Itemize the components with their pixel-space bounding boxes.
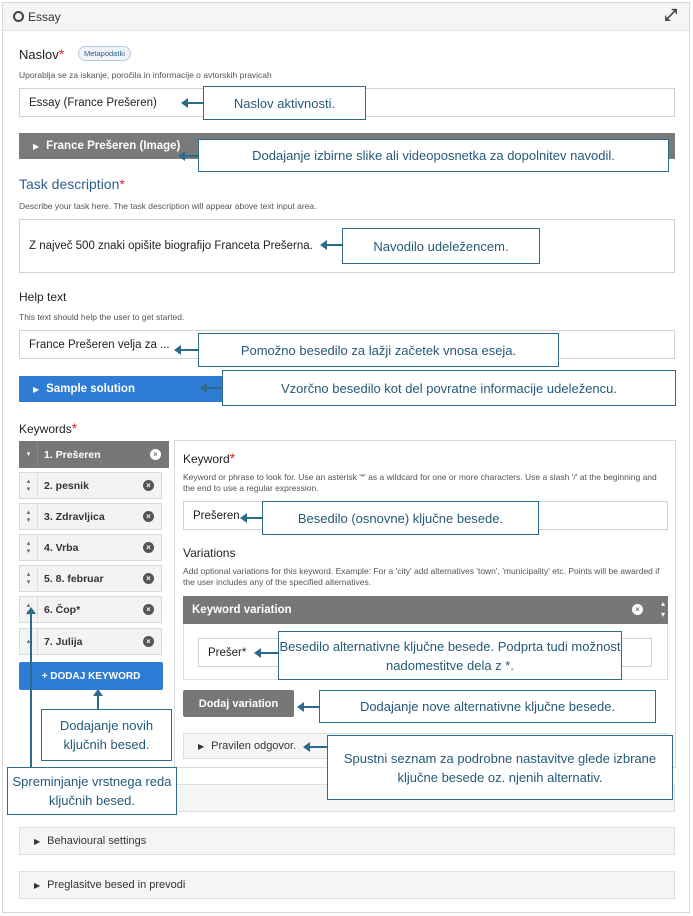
callout-arrow (180, 155, 198, 157)
variation-input[interactable]: Prešer* (198, 638, 652, 667)
callout-task: Navodilo udeležencem. (342, 228, 540, 264)
task-label: Task description* (19, 176, 125, 192)
reorder-handle-icon[interactable]: ▴ ▾ (20, 473, 38, 498)
callout-add-variation: Dodajanje nove alternativne ključne besede. (319, 690, 656, 723)
sample-solution-group[interactable]: ▶ Sample solution (19, 376, 675, 402)
title-label: Naslov* (19, 46, 65, 62)
title-input[interactable]: Essay (France Prešeren) (19, 88, 675, 117)
caret-right-icon: ▶ (34, 880, 41, 890)
keyword-item[interactable]: ▴ ▾ 4. Vrba × (19, 534, 162, 561)
reorder-handle-icon[interactable]: ▾ (20, 442, 38, 467)
caret-right-icon: ▶ (34, 836, 41, 846)
keyword-item[interactable]: ▴ 6. Čop* × (19, 596, 162, 623)
callout-arrow (176, 349, 198, 351)
remove-icon[interactable]: × (143, 542, 154, 553)
translations-group[interactable]: ▶ Preglasitve besed in prevodi (19, 871, 675, 899)
task-description: Describe your task here. The task description will appear above text input area. (19, 201, 317, 211)
callout-arrow (322, 244, 342, 246)
remove-icon[interactable]: × (143, 511, 154, 522)
reorder-handle-icon[interactable]: ▴ (20, 629, 38, 654)
reorder-handle-icon[interactable]: ▴ ▾ (20, 535, 38, 560)
callout-dropdown: Spustni seznam za podrobne nastavitve glede izbrane ključne besede oz. njenih alternativ. (327, 735, 673, 800)
remove-icon[interactable]: × (143, 480, 154, 491)
callout-keyword: Besedilo (osnovne) ključne besede. (262, 501, 539, 535)
caret-right-icon: ▶ (198, 741, 205, 751)
task-input[interactable]: Z največ 500 znaki opišite biografijo Franceta Prešerna. (19, 219, 675, 273)
remove-icon[interactable]: × (143, 604, 154, 615)
help-description: This text should help the user to get started. (19, 312, 185, 322)
callout-arrow (183, 102, 203, 104)
callout-arrow (202, 387, 222, 389)
callout-variation: Besedilo alternativne ključne besede. Podprta tudi možnost nadomestitve dela z *. (278, 631, 622, 680)
keyword-item[interactable]: ▴ ▾ 3. Zdravljica × (19, 503, 162, 530)
callout-arrow (97, 692, 99, 709)
keywords-label: Keywords* (19, 420, 78, 436)
remove-variation-icon[interactable]: × (632, 604, 643, 615)
callout-add-keyword: Dodajanje novih ključnih besed. (41, 709, 172, 761)
callout-arrow (299, 706, 319, 708)
caret-right-icon: ▶ (33, 141, 40, 151)
reorder-handle-icon[interactable]: ▴ ▾ (20, 504, 38, 529)
callout-sample: Vzorčno besedilo kot del povratne informacije udeležencu. (222, 370, 676, 406)
keyword-item[interactable]: ▴ ▾ 2. pesnik × (19, 472, 162, 499)
reorder-handle-icon[interactable]: ▴ ▾ (20, 566, 38, 591)
callout-title: Naslov aktivnosti. (203, 86, 366, 120)
callout-media: Dodajanje izbirne slike ali videoposnetka za dopolnitev navodil. (198, 139, 669, 172)
add-variation-button[interactable]: Dodaj variation (183, 690, 294, 717)
expand-icon[interactable]: ⤢ (664, 7, 677, 24)
remove-icon[interactable]: × (143, 636, 154, 647)
callout-help: Pomožno besedilo za lažji začetek vnosa eseja. (198, 333, 559, 367)
keyword-item[interactable]: ▾ 1. Prešeren × (19, 441, 169, 468)
remove-icon[interactable]: × (150, 449, 161, 460)
keyword-item[interactable]: ▴ ▾ 5. 8. februar × (19, 565, 162, 592)
keyword-item[interactable]: ▴ 7. Julija × (19, 628, 162, 655)
help-input[interactable]: France Prešeren velja za ... (19, 330, 675, 359)
reorder-handle-icon[interactable]: ▴ (20, 597, 38, 622)
editor-title: Essay (28, 10, 61, 24)
add-keyword-button[interactable]: + DODAJ KEYWORD (19, 662, 163, 690)
callout-arrow (256, 652, 278, 654)
correct-answer-group[interactable]: ▶ Pravilen odgovor. (183, 733, 668, 759)
essay-app-icon (13, 11, 24, 22)
editor-header (3, 3, 689, 31)
caret-right-icon: ▶ (33, 384, 40, 394)
title-description: Uporablja se za iskanje, poročila in informacije o avtorskih pravicah (19, 70, 272, 80)
metadata-button[interactable]: Metapodatki (78, 46, 131, 61)
callout-reorder: Spreminjanje vrstnega reda ključnih besed. (7, 767, 177, 815)
help-label: Help text (19, 290, 67, 304)
keyword-label: Keyword* (183, 450, 236, 466)
remove-icon[interactable]: × (143, 573, 154, 584)
variations-label: Variations (183, 546, 236, 560)
behavioural-settings-group[interactable]: ▶ Behavioural settings (19, 827, 675, 855)
callout-arrow (242, 517, 262, 519)
callout-arrow (30, 610, 32, 767)
variations-description: Add optional variations for this keyword. Example: For a 'city' add alternatives 'town', 'municipality' etc. Points will be awarded if the user includes any of the specified alternatives. (183, 566, 660, 587)
callout-arrow (305, 746, 327, 748)
reorder-handle-icon[interactable]: ▴ ▾ (660, 599, 665, 619)
media-group[interactable]: ▶ France Prešeren (Image) (19, 133, 675, 159)
keyword-input[interactable]: Prešeren (183, 501, 668, 530)
variation-header[interactable]: Keyword variation × ▴ ▾ (183, 596, 668, 624)
keyword-description: Keyword or phrase to look for. Use an asterisk '*' as a wildcard for one or more characters. Use a slash '/' at the beginning and the end to use a regular expression. (183, 472, 657, 493)
